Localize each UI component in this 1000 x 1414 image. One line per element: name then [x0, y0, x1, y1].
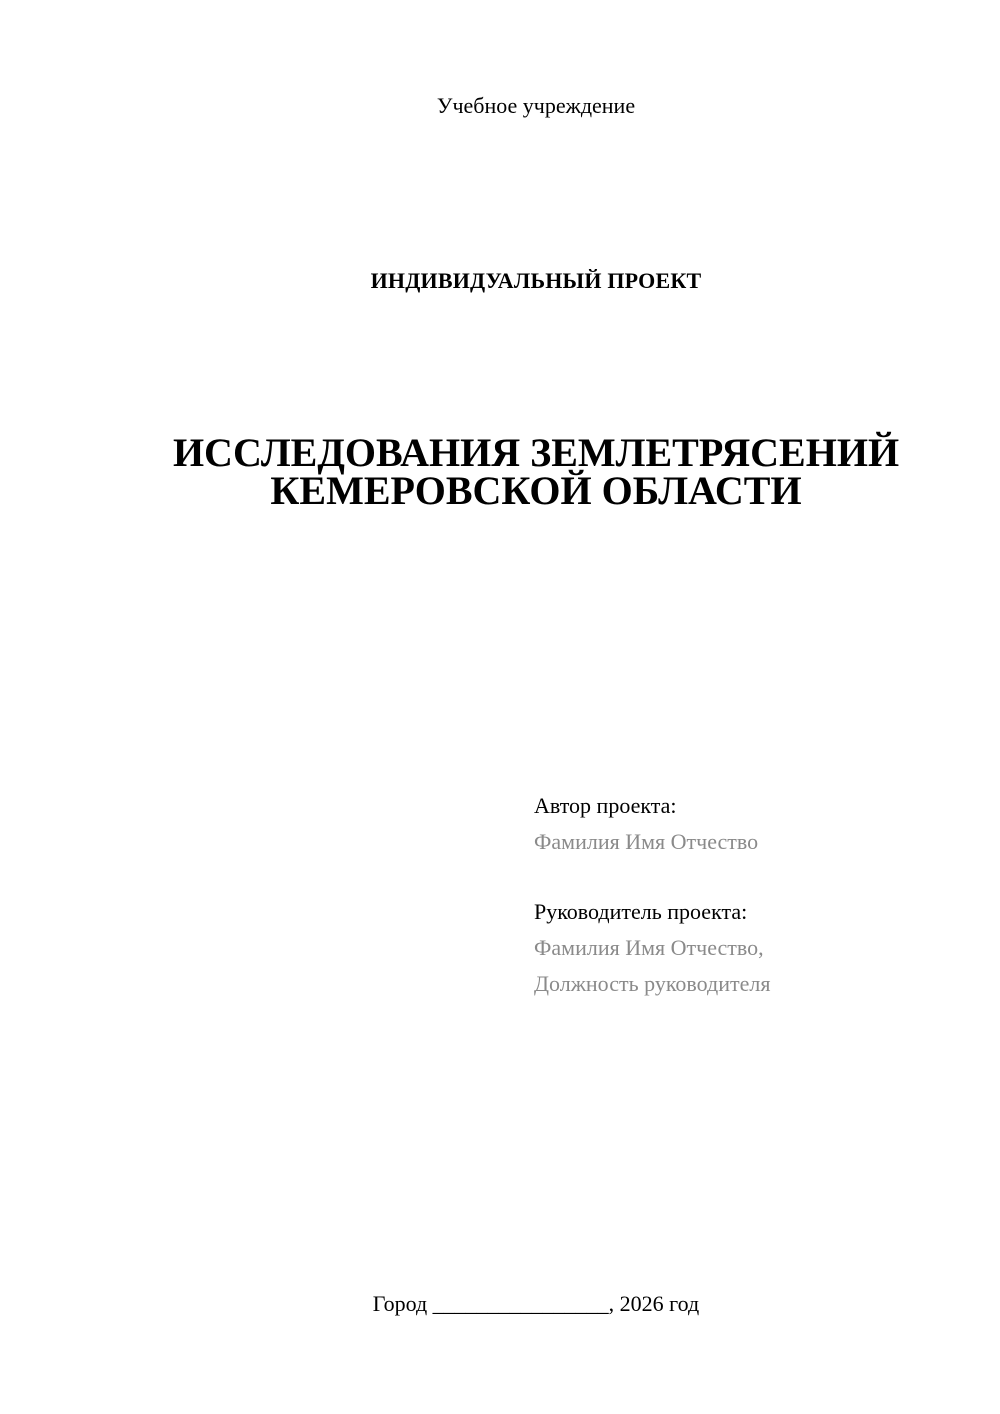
project-title-line-2: КЕМЕРОВСКОЙ ОБЛАСТИ [270, 468, 802, 513]
author-label: Автор проекта: [534, 793, 677, 818]
author-name: Фамилия Имя Отчество [534, 829, 759, 854]
credits-block [534, 788, 770, 1002]
supervisor-name: Фамилия Имя Отчество, [534, 935, 764, 960]
credits-spacer [534, 860, 770, 894]
institution-name: Учебное учреждение [436, 93, 636, 118]
city-year-footer: Город ________________, 2026 год [372, 1291, 700, 1316]
supervisor-position: Должность руководителя [534, 971, 771, 996]
document-type: ИНДИВИДУАЛЬНЫЙ ПРОЕКТ [370, 268, 702, 293]
project-title [0, 430, 1000, 513]
project-title-line-1: ИССЛЕДОВАНИЯ ЗЕМЛЕТРЯСЕНИЙ [172, 430, 900, 475]
supervisor-label: Руководитель проекта: [534, 899, 748, 924]
